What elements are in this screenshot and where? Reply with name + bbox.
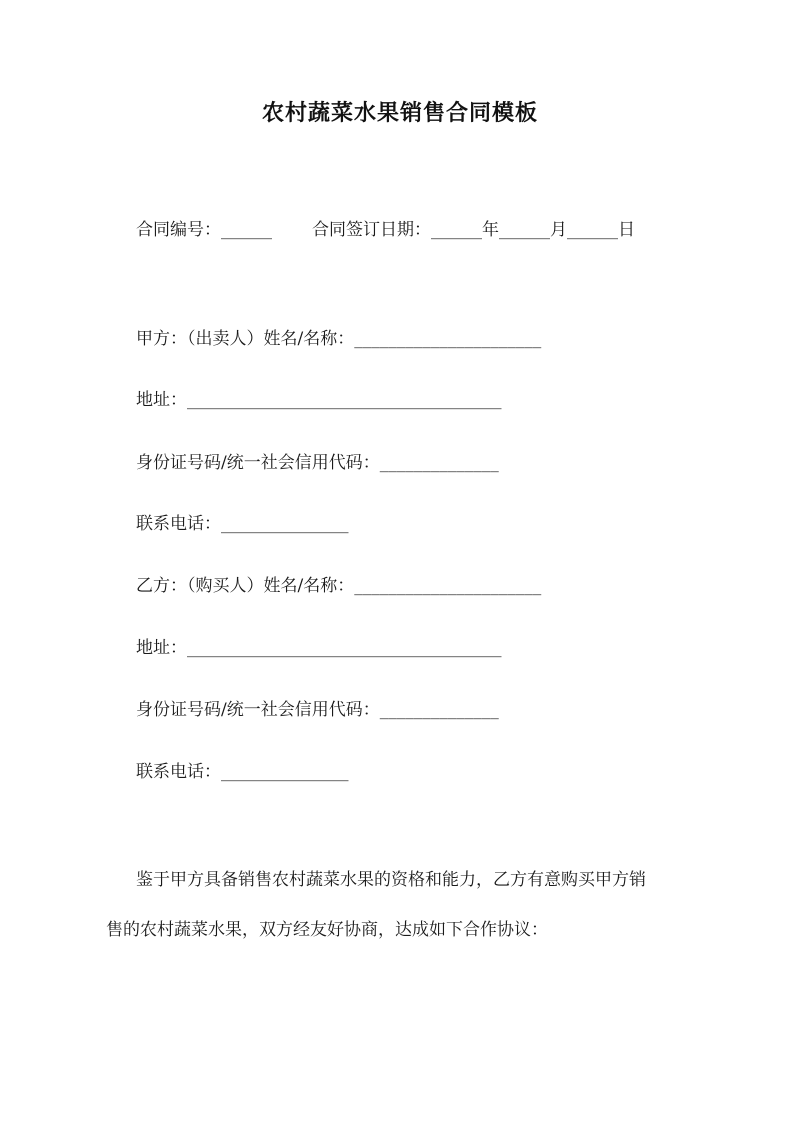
party-a-phone: 联系电话：_______________	[136, 514, 349, 534]
party-a-name: 甲方：（出卖人）姓名/名称：______________________	[136, 329, 542, 349]
party-a-id-code: 身份证号码/统一社会信用代码：______________	[136, 453, 499, 473]
party-b-phone: 联系电话：_______________	[136, 762, 349, 782]
party-b-name: 乙方：（购买人）姓名/名称：______________________	[136, 576, 542, 596]
contract-header-line	[136, 218, 635, 242]
preamble-line-2: 售的农村蔬菜水果，双方经友好协商，达成如下合作协议：	[106, 920, 548, 940]
preamble-line-1: 鉴于甲方具备销售农村蔬菜水果的资格和能力，乙方有意购买甲方销	[136, 870, 646, 890]
document-title: 农村蔬菜水果销售合同模板	[261, 100, 538, 126]
party-a-address: 地址：_____________________________________	[136, 390, 502, 410]
party-b-address: 地址：_____________________________________	[136, 638, 502, 658]
contract-number: 合同编号：______	[136, 220, 272, 240]
sign-date: 合同签订日期：______年______月______日	[312, 220, 635, 240]
party-b-id-code: 身份证号码/统一社会信用代码：______________	[136, 700, 499, 720]
